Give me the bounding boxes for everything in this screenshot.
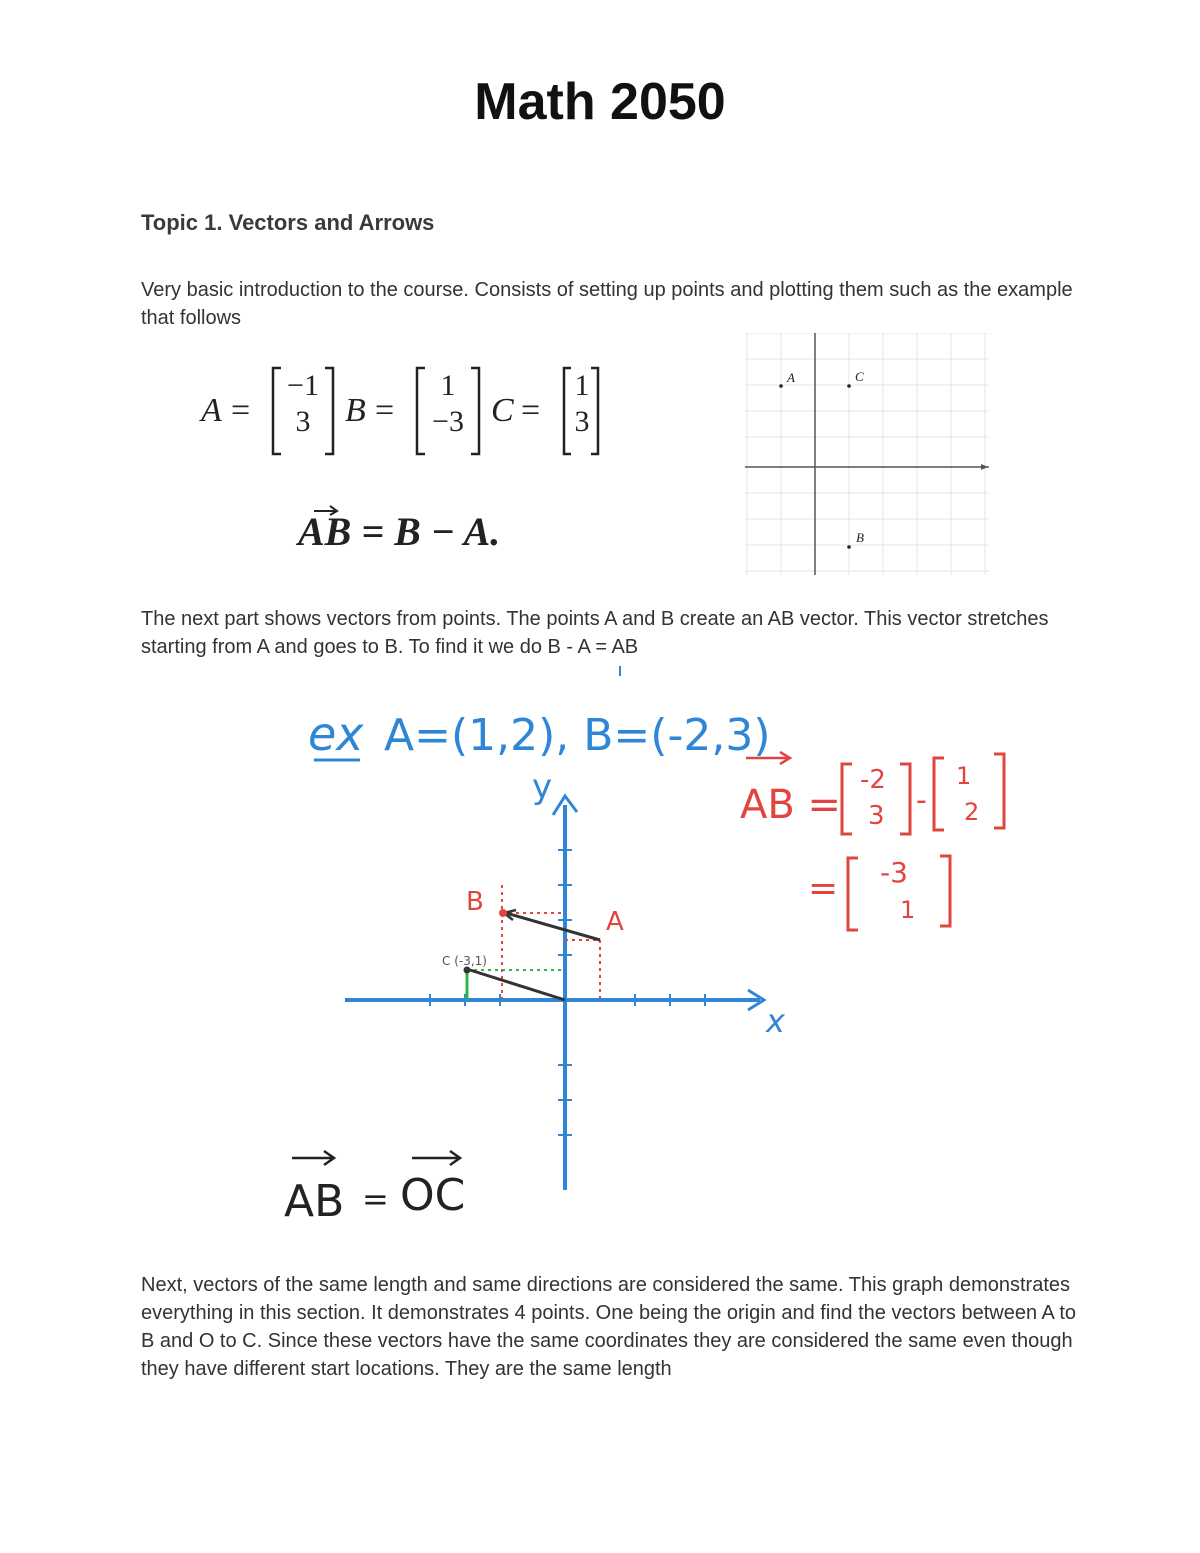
label-c: C	[855, 369, 864, 384]
calc-result-bottom: 1	[900, 896, 916, 924]
handwritten-ex: ex	[308, 707, 364, 761]
bottom-equation	[284, 1151, 465, 1227]
matrix-c-symbol: C	[491, 392, 514, 429]
calc-m1-top: -2	[860, 765, 886, 795]
ab-calculation	[740, 752, 1004, 930]
same-vectors-paragraph: Next, vectors of the same length and same directions are considered the same. This graph demonstrates everything in this section. It demonstrates 4 points. One being the origin and find the vectors between A to B and O to C. Since these vectors have the same coordinates they are considered the same even though they have different start locations. They are the same length	[141, 1274, 1077, 1380]
calc-m2-top: 1	[956, 762, 972, 790]
matrix-b-bottom: −3	[432, 405, 464, 438]
ab-arrow-icon	[312, 502, 342, 516]
x-axis-label: x	[766, 1002, 785, 1040]
ab-equation-rhs: = B − A.	[361, 509, 501, 554]
matrix-c-bottom: 3	[574, 405, 590, 438]
calc-result-equals: =	[808, 868, 839, 909]
point-c-dot	[847, 384, 851, 388]
point-a-dot	[779, 384, 783, 388]
calc-m2-bottom: 2	[964, 798, 980, 826]
matrix-b-symbol: B	[345, 392, 366, 429]
grid-lines	[745, 333, 989, 575]
label-b: B	[856, 530, 864, 545]
matrix-a-equals: =	[231, 392, 251, 429]
matrix-a-symbol: A	[201, 392, 222, 429]
point-a-label: A	[606, 907, 624, 937]
matrix-a-top: −1	[287, 369, 319, 402]
bottom-oc-arrow-icon	[412, 1151, 460, 1165]
topic-heading: Topic 1. Vectors and Arrows	[141, 210, 435, 235]
handwritten-vector-figure	[280, 660, 1040, 1240]
y-axis-label: y	[532, 767, 553, 807]
matrix-b-top: 1	[440, 369, 456, 402]
point-c-label: C (-3,1)	[442, 954, 487, 968]
bottom-eq-rhs: OC	[400, 1170, 466, 1221]
intro-paragraph: Very basic introduction to the course. Consists of setting up points and plotting them such as the example that follows	[141, 279, 1073, 329]
calc-result-top: -3	[880, 856, 908, 889]
point-b-label: B	[466, 887, 484, 917]
vector-ab-line	[506, 913, 600, 940]
page-title: Math 2050	[474, 73, 726, 131]
point-plot-graph	[745, 333, 989, 575]
ab-equation-lhs: AB	[298, 509, 352, 554]
handwritten-example-points: A=(1,2), B=(-2,3)	[384, 710, 771, 761]
label-a: A	[787, 370, 795, 385]
matrix-definitions	[195, 362, 615, 462]
bottom-ab-arrow-icon	[292, 1151, 334, 1165]
ab-equation	[298, 508, 500, 555]
matrix-c-equals: =	[521, 392, 541, 429]
calc-m1-bottom: 3	[868, 801, 885, 831]
bottom-eq-lhs: AB	[284, 1176, 345, 1227]
matrix-c-top: 1	[574, 369, 590, 402]
matrix-a-bottom: 3	[295, 405, 311, 438]
bottom-eq-equals: =	[362, 1180, 389, 1218]
point-b-dot	[847, 545, 851, 549]
point-b-dot	[499, 909, 507, 917]
calc-ab-lhs: AB =	[740, 782, 842, 828]
vector-oc-line	[470, 970, 565, 1000]
vector-paragraph: The next part shows vectors from points. The points A and B create an AB vector. This vector stretches starting from A and goes to B. To find it we do B - A = AB	[141, 608, 1049, 658]
matrix-b-equals: =	[375, 392, 395, 429]
calc-minus: -	[916, 783, 927, 818]
